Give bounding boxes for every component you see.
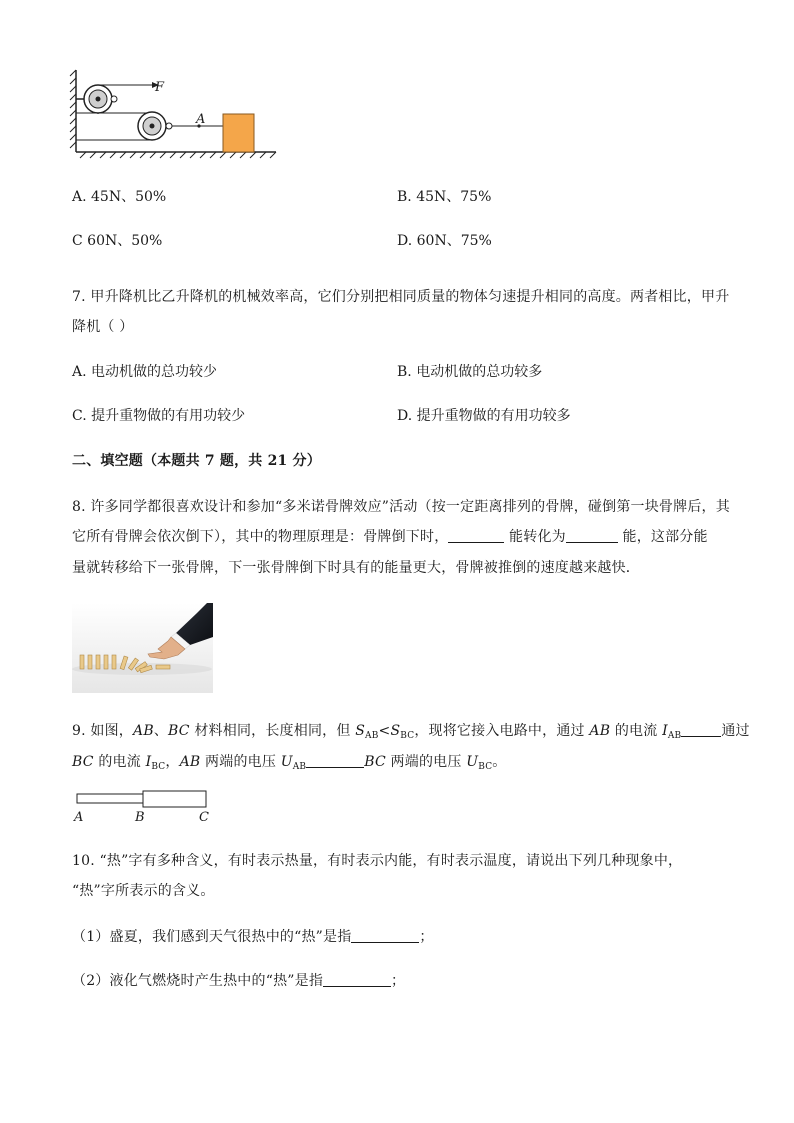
- label-point-b: B: [135, 810, 145, 825]
- q9-ab-3: AB: [179, 754, 201, 770]
- q7-stem-line2: 降机（ ）: [72, 319, 134, 335]
- q9-s-bc: S: [390, 723, 401, 739]
- q9-s-ab-sub: AB: [365, 731, 379, 741]
- q9-line2: [72, 751, 507, 772]
- pulley-figure: [66, 66, 286, 160]
- q9-text-7: 的电流: [93, 754, 146, 770]
- q9-ab-2: AB: [589, 723, 611, 739]
- domino-photo: [72, 603, 213, 693]
- q10-sub2-end: ；: [391, 973, 406, 989]
- q7-stem-line1: 7. 甲升降机比乙升降机的机械效率高，它们分别把相同质量的物体匀速提升相同的高度。两者相比，甲升: [72, 289, 730, 305]
- q9-text-9: 两端的电压: [200, 754, 281, 770]
- q9-s-ab: S: [355, 723, 365, 739]
- q9-text-10: 两端的电压: [385, 754, 467, 770]
- q8-line2-part-c: 能，这部分能: [617, 529, 708, 545]
- q9-text-1: 9. 如图，: [72, 723, 134, 739]
- q10-sub2-text: （2）液化气燃烧时产生热中的“热”是指: [72, 973, 324, 989]
- label-f: F: [155, 80, 165, 95]
- q9-bc-2: BC: [72, 754, 94, 770]
- q9-bc: BC: [168, 723, 190, 739]
- q8-blank-2[interactable]: [566, 528, 618, 543]
- q9-line1: [72, 720, 750, 741]
- q9-text-8: ，: [165, 754, 180, 770]
- q10-line2: “热”字所表示的含义。: [72, 883, 215, 899]
- q9-bc-3: BC: [364, 754, 386, 770]
- q9-text-5: 的电流: [610, 723, 663, 739]
- q9-u-ab-sub: AB: [292, 762, 307, 772]
- q7-option-a[interactable]: A. 电动机做的总功较少: [72, 364, 218, 380]
- label-point-c: C: [199, 810, 209, 825]
- q8-line2: [72, 526, 708, 546]
- q8-line2-part-b: 能转化为: [504, 529, 566, 545]
- q10-sub1-end: ；: [419, 929, 434, 945]
- q10-blank-2[interactable]: [323, 972, 391, 987]
- q10-sub1-text: （1）盛夏，我们感到天气很热中的“热”是指: [72, 929, 352, 945]
- q9-blank-1[interactable]: [681, 722, 721, 737]
- q6-option-a[interactable]: A. 45N、50%: [72, 189, 167, 205]
- q10-sub1: [72, 926, 434, 946]
- q6-option-b[interactable]: B. 45N、75%: [397, 189, 492, 205]
- q10-sub2: [72, 970, 405, 990]
- q8-line2-part-a: 它所有骨牌会依次倒下），其中的物理原理是：骨牌倒下时，: [72, 529, 449, 545]
- q9-i-bc: I: [145, 754, 152, 770]
- q9-blank-2[interactable]: [306, 753, 364, 768]
- q9-text-4: ，现将它接入电路中，通过: [414, 723, 590, 739]
- q9-u-bc: U: [466, 754, 479, 770]
- q9-lt: <: [378, 723, 391, 739]
- q6-option-d[interactable]: D. 60N、75%: [397, 233, 492, 249]
- q9-text-6: 通过: [721, 723, 750, 739]
- q10-line1: 10. “热”字有多种含义，有时表示热量，有时表示内能，有时表示温度，请说出下列几种现象中，: [72, 853, 683, 869]
- q7-option-c[interactable]: C. 提升重物做的有用功较少: [72, 408, 246, 424]
- q9-i-bc-sub: BC: [151, 762, 166, 772]
- q8-line1: 8. 许多同学都很喜欢设计和参加“多米诺骨牌效应”活动（按一定距离排列的骨牌，碰倒第一块骨牌后，其: [72, 499, 730, 515]
- q7-option-d[interactable]: D. 提升重物做的有用功较多: [397, 408, 571, 424]
- q9-i-ab: I: [662, 723, 668, 739]
- conductor-figure: [76, 790, 210, 810]
- label-a: A: [196, 112, 206, 127]
- q9-s-bc-sub: BC: [400, 731, 415, 741]
- q6-option-c[interactable]: C 60N、50%: [72, 233, 163, 249]
- q9-ab: AB: [133, 723, 154, 739]
- q9-text-3: 材料相同，长度相同，但: [189, 723, 356, 739]
- q9-u-ab: U: [280, 754, 293, 770]
- q9-u-bc-sub: BC: [478, 762, 493, 772]
- q9-text-2: 、: [153, 723, 169, 739]
- q8-line3: 量就转移给下一张骨牌，下一张骨牌倒下时具有的能量更大，骨牌被推倒的速度越来越快．: [72, 560, 640, 576]
- label-point-a: A: [74, 810, 84, 825]
- q10-blank-1[interactable]: [351, 928, 419, 943]
- q9-i-ab-sub: AB: [667, 731, 682, 741]
- q9-text-11: 。: [492, 754, 507, 770]
- q8-blank-1[interactable]: [448, 528, 504, 543]
- section-2-title: 二、填空题（本题共 7 题，共 21 分）: [72, 453, 321, 469]
- q7-option-b[interactable]: B. 电动机做的总功较多: [397, 364, 543, 380]
